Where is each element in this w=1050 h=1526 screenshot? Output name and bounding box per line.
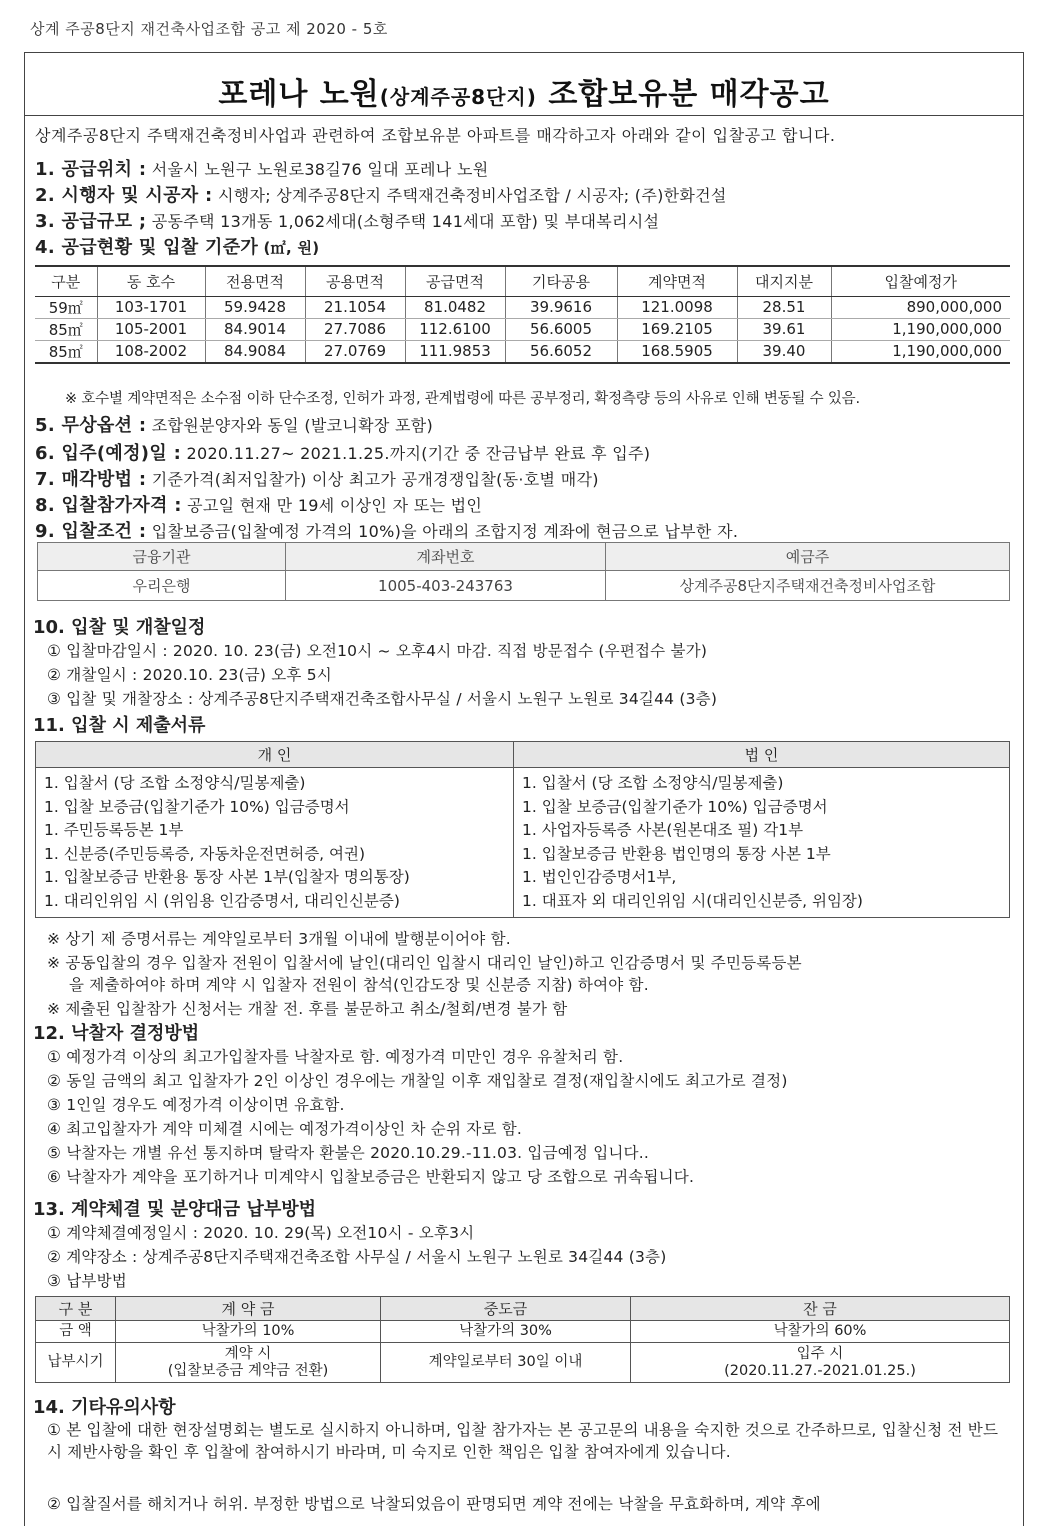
table-cell: 108-2002 [97,340,205,363]
doc-item: 1. 입찰서 (당 조합 소정양식/밀봉제출) [522,774,784,792]
section-8: 8. 입찰참가자격 : 공고일 현재 만 19세 이상인 자 또는 법인 [35,495,483,516]
table-cell: 59.9428 [205,296,305,318]
table-row [35,296,1010,318]
section-11-heading: 11. 입찰 시 제출서류 [33,715,206,736]
col-header: 공용면적 [305,266,405,296]
col-header: 개 인 [36,742,514,768]
table-cell: 84.9084 [205,340,305,363]
col-header: 동 호수 [97,266,205,296]
contract-item: ② 계약장소 : 상계주공8단지주택재건축조합 사무실 / 서울시 노원구 노원로 34길44 (3층) [47,1248,667,1266]
col-header: 기타공용 [505,266,617,296]
col-header: 전용면적 [205,266,305,296]
table-cell: 39.61 [737,318,831,340]
table-cell: 1,190,000,000 [831,318,1010,340]
account-number: 1005-403-243763 [286,571,606,601]
table-header-row [35,266,1010,296]
table-cell: 39.40 [737,340,831,363]
col-header: 구 분 [36,1297,116,1321]
docs-note: ※ 제출된 입찰참가 신청서는 개찰 전. 후를 불문하고 취소/철회/변경 불가 함 [47,1000,568,1018]
table-cell: 103-1701 [97,296,205,318]
table-cell: 111.9853 [405,340,505,363]
schedule-item: ② 개찰일시 : 2020.10. 23(금) 오후 5시 [47,666,332,684]
col-header: 금융기관 [38,543,286,571]
rule-item: ① 예정가격 이상의 최고가입찰자를 낙찰자로 함. 예정가격 미만인 경우 유찰처리 함. [47,1048,624,1066]
table-cell: 81.0482 [405,296,505,318]
table-cell: 169.2105 [617,318,737,340]
page-title [25,69,1023,113]
rule-item: ③ 1인일 경우도 예정가격 이상이면 유효함. [47,1096,345,1114]
doc-item: 1. 사업자등록증 사본(원본대조 필) 각1부 [522,821,804,839]
schedule-item: ① 입찰마감일시 : 2020. 10. 23(금) 오전10시 ~ 오후4시 마감. 직접 방문접수 (우편접수 불가) [47,642,708,660]
account-holder: 상계주공8단지주택재건축정비사업조합 [606,571,1010,601]
doc-item: 1. 입찰보증금 반환용 법인명의 통장 사본 1부 [522,844,831,863]
contract-item: ① 계약체결예정일시 : 2020. 10. 29(목) 오전10시 - 오후3시 [47,1224,475,1242]
section-13-heading: 13. 계약체결 및 분양대금 납부방법 [33,1199,316,1220]
table-cell: 21.1054 [305,296,405,318]
col-header: 공급면적 [405,266,505,296]
table-row [35,318,1010,340]
corporate-docs [514,768,1010,918]
rule-item: ⑥ 낙찰자가 계약을 포기하거나 미계약시 입찰보증금은 반환되지 않고 당 조합으로 귀속됩니다. [47,1168,695,1186]
table-cell: 납부시기 [36,1343,116,1383]
section-6: 6. 입주(예정)일 : 2020.11.27~ 2021.1.25.까지(기간 중 잔금납부 완료 후 입주) [35,443,651,464]
rule-item: ② 동일 금액의 최고 입찰자가 2인 이상인 경우에는 개찰일 이후 재입찰로 결정(재입찰시에도 최고가로 결정) [47,1072,788,1090]
table-cell: 168.5905 [617,340,737,363]
table-cell: 56.6005 [505,318,617,340]
table-cell: 입주 시 (2020.11.27.-2021.01.25.) [631,1343,1010,1383]
table-cell: 84.9014 [205,318,305,340]
area-note: ※ 호수별 계약면적은 소수점 이하 단수조정, 인허가 과정, 관계법령에 따른 공부정리, 확정측량 등의 사유로 인해 변동될 수 있음. [65,391,860,407]
col-header: 대지지분 [737,266,831,296]
doc-item: 1. 입찰 보증금(입찰기준가 10%) 입금증명서 [522,797,828,816]
documents-table [35,741,1010,918]
col-header: 예금주 [606,543,1010,571]
table-cell: 85㎡ [35,318,97,340]
table-row [36,1321,1010,1343]
table-cell: 낙찰가의 30% [381,1321,631,1343]
individual-docs [36,768,514,918]
col-header: 잔 금 [631,1297,1010,1321]
table-cell: 1,190,000,000 [831,340,1010,363]
col-header: 중도금 [381,1297,631,1321]
payment-table [35,1296,1010,1383]
rule-item: ⑤ 낙찰자는 개별 유선 통지하며 탈락자 환불은 2020.10.29.-11.03. 입금예정 입니다.. [47,1144,649,1162]
table-cell: 낙찰가의 10% [116,1321,381,1343]
table-cell: 계약일로부터 30일 이내 [381,1343,631,1383]
title-divider [25,115,1023,116]
doc-item: 1. 입찰보증금 반환용 통장 사본 1부(입찰자 명의통장) [44,868,410,886]
doc-item: 1. 대표자 외 대리인위임 시(대리인신분증, 위임장) [522,891,863,910]
table-header-row [36,742,1010,768]
table-cell: 59㎡ [35,296,97,318]
table-cell: 낙찰가의 60% [631,1321,1010,1343]
table-cell: 27.0769 [305,340,405,363]
table-header-row [38,543,1010,571]
table-row [38,571,1010,601]
section-7: 7. 매각방법 : 기준가격(최저입찰가) 이상 최고가 공개경쟁입찰(동·호별 매각) [35,469,599,490]
doc-item: 1. 대리인위임 시 (위임용 인감증명서, 대리인신분증) [44,891,400,910]
col-header: 계 약 금 [116,1297,381,1321]
section-3: 3. 공급규모 ; 공동주택 13개동 1,062세대(소형주택 141세대 포함) 및 부대복리시설 [35,211,660,232]
bank-name: 우리은행 [38,571,286,601]
section-2: 2. 시행자 및 시공자 : 시행자; 상계주공8단지 주택재건축정비사업조합 / 시공자; (주)한화건설 [35,185,727,206]
table-cell: 890,000,000 [831,296,1010,318]
table-cell: 27.7086 [305,318,405,340]
table-cell: 39.9616 [505,296,617,318]
notice-item: ① 본 입찰에 대한 현장설명회는 별도로 실시하지 아니하며, 입찰 참가자는 본 공고문의 내용을 숙지한 것으로 간주하므로, 입찰신청 전 반드시 제반사항을 확인 후 입찰에 참여하시기 바라며, 미 숙지로 인한 책임은 입찰 참여자에게 있습니다. [47,1421,999,1461]
account-table [37,542,1010,601]
section-4: 4. 공급현황 및 입찰 기준가 (㎡, 원) [35,237,320,258]
title-tail: 조합보유분 매각공고 [548,77,830,112]
section-12-heading: 12. 낙찰자 결정방법 [33,1023,200,1044]
table-cell: 계약 시 (입찰보증금 계약금 전환) [116,1343,381,1383]
section-14-heading: 14. 기타유의사항 [33,1397,176,1418]
section-5: 5. 무상옵션 : 조합원분양자와 동일 (발코니확장 포함) [35,415,434,436]
table-cell: 85㎡ [35,340,97,363]
table-cell: 112.6100 [405,318,505,340]
doc-item: 1. 입찰 보증금(입찰기준가 10%) 입금증명서 [44,797,350,816]
supply-table [35,265,1010,364]
table-row [36,1343,1010,1383]
section-9: 9. 입찰조건 : 입찰보증금(입찰예정 가격의 10%)을 아래의 조합지정 계좌에 현금으로 납부한 자. [35,521,739,542]
table-header-row [36,1297,1010,1321]
title-main: 포레나 노원 [218,77,380,112]
doc-item: 1. 법인인감증명서1부, [522,868,677,886]
docs-note: ※ 상기 제 증명서류는 계약일로부터 3개월 이내에 발행분이어야 함. [47,930,511,948]
title-sub: (상계주공8단지) [379,85,537,109]
table-row [35,340,1010,363]
table-cell: 28.51 [737,296,831,318]
col-header: 입찰예정가 [831,266,1010,296]
table-cell: 금 액 [36,1321,116,1343]
col-header: 법 인 [514,742,1010,768]
table-cell: 56.6052 [505,340,617,363]
section-10-heading: 10. 입찰 및 개찰일정 [33,617,206,638]
contract-item: ③ 납부방법 [47,1272,127,1290]
docs-note: 을 제출하여야 하며 계약 시 입찰자 전원이 참석(인감도장 및 신분증 지참) 하여야 함. [69,976,649,994]
table-cell: 105-2001 [97,318,205,340]
docs-note: ※ 공동입찰의 경우 입찰자 전원이 입찰서에 날인(대리인 입찰시 대리인 날인)하고 인감증명서 및 주민등록등본 [47,954,802,972]
table-row [36,768,1010,918]
col-header: 계좌번호 [286,543,606,571]
notice-frame [24,52,1024,1526]
intro-text: 상계주공8단지 주택재건축정비사업과 관련하여 조합보유분 아파트를 매각하고자 아래와 같이 입찰공고 합니다. [35,126,836,145]
table-cell: 121.0098 [617,296,737,318]
schedule-item: ③ 입찰 및 개찰장소 : 상계주공8단지주택재건축조합사무실 / 서울시 노원구 노원로 34길44 (3층) [47,690,718,708]
doc-item: 1. 입찰서 (당 조합 소정양식/밀봉제출) [44,774,306,792]
announcement-number: 상계 주공8단지 재건축사업조합 공고 제 2020 - 5호 [30,20,388,38]
doc-item: 1. 주민등록등본 1부 [44,821,184,839]
col-header: 구분 [35,266,97,296]
doc-item: 1. 신분증(주민등록증, 자동차운전면허증, 여권) [44,844,366,863]
rule-item: ④ 최고입찰자가 계약 미체결 시에는 예정가격이상인 차 순위 자로 함. [47,1120,523,1138]
section-1: 1. 공급위치 : 서울시 노원구 노원로38길76 일대 포레나 노원 [35,159,489,180]
notice-item: ② 입찰질서를 해치거나 허위. 부정한 방법으로 낙찰되었음이 판명되면 계약 전에는 낙찰을 무효화하며, 계약 후에 [47,1495,821,1513]
col-header: 계약면적 [617,266,737,296]
